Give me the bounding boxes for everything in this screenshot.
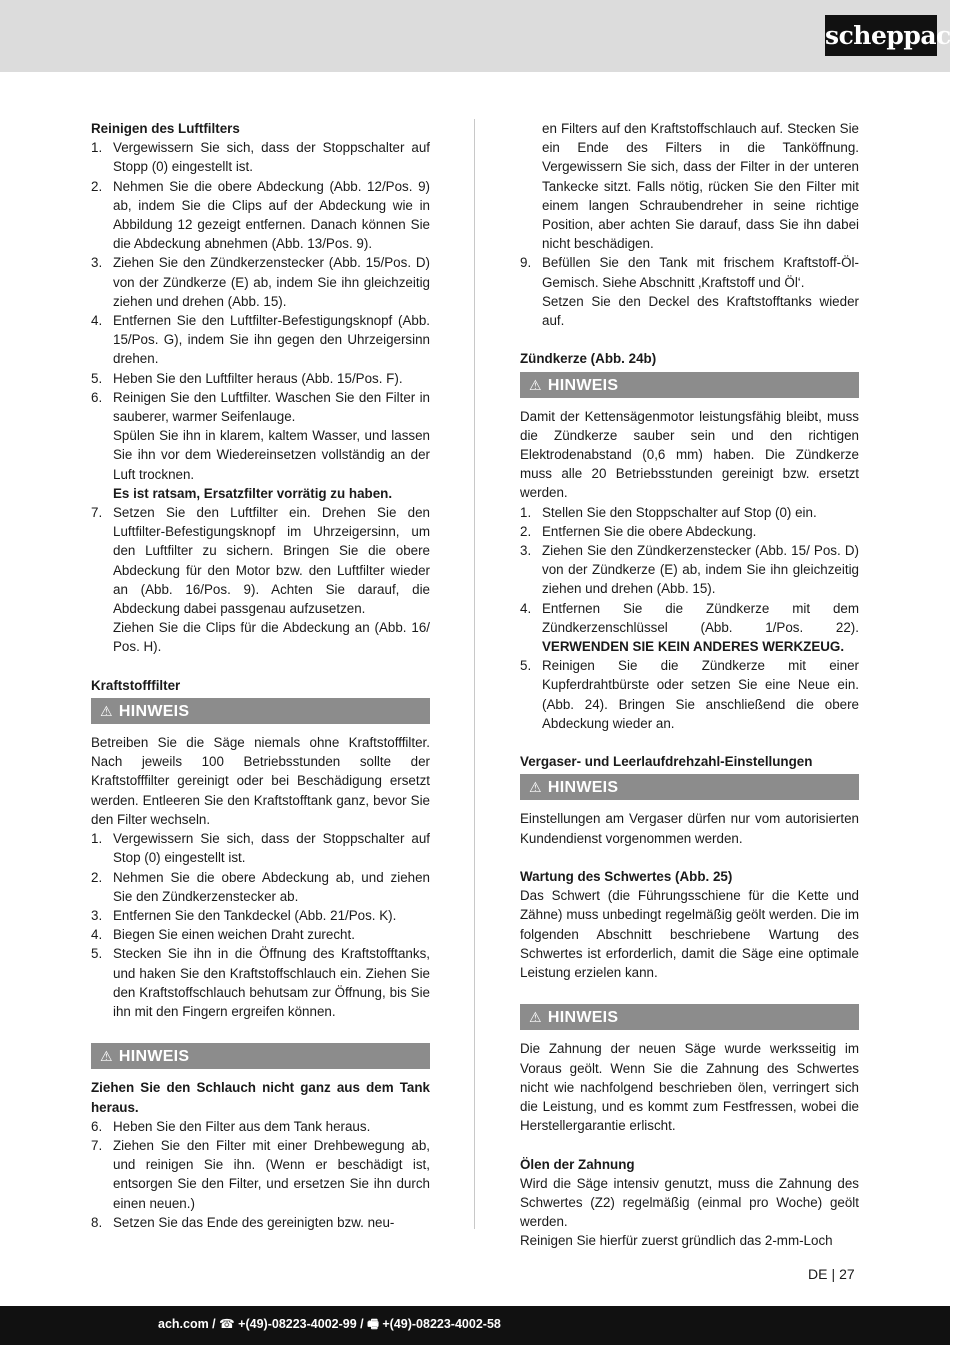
- section-title-air-filter: Reinigen des Luftfilters: [91, 121, 240, 136]
- list-item: 2. Nehmen Sie die obere Abdeckung ab, und ziehen Sie den Zündkerzenstecker ab.: [91, 869, 430, 904]
- tool-warning: VERWENDEN SIE KEIN ANDERES WERKZEUG.: [542, 639, 845, 655]
- fuel-filter-steps: [91, 829, 430, 1021]
- paragraph: Einstellungen am Vergaser dürfen nur vom autorisierten Kundendienst vorgenommen werden.: [520, 811, 859, 846]
- right-column: [520, 119, 859, 1251]
- notice-banner: ⚠ HINWEIS: [520, 1004, 859, 1030]
- hose-warning: Ziehen Sie den Schlauch nicht ganz aus dem Tank heraus.: [91, 1080, 430, 1115]
- item-continuation: en Filters auf den Kraftstoffschlauch auf. Stecken Sie ein Ende des Filters in die Tanköffnung. Vergewissern Sie sich, dass der Filter in der unteren Tankecke sitzt. Falls nötig, rücken Sie den Filter mit einem langen Schraubendreher in seine richtige Position, aber achten Sie darauf, dass Sie ihn dabei nicht beschädigen.: [542, 121, 859, 252]
- spark-plug-steps: [520, 503, 859, 733]
- left-column: [91, 119, 430, 1232]
- paragraph: Wird die Säge intensiv genutzt, muss die Zahnung des Schwertes (Z2) regelmäßig (einmal pro Woche) geölt werden.: [520, 1175, 859, 1230]
- warning-icon: ⚠: [100, 703, 113, 720]
- list-item: 6. Reinigen Sie den Luftfilter. Waschen Sie den Filter in sauberer, warmer Seifenlauge.: [91, 389, 430, 425]
- page-number: DE | 27: [808, 1266, 855, 1282]
- list-item: 5. Heben Sie den Luftfilter heraus (Abb. 15/Pos. F).: [91, 370, 403, 386]
- item-continuation: Ziehen Sie die Clips für die Abdeckung an (Abb. 16/ Pos. H).: [113, 620, 430, 655]
- item-continuation: Spülen Sie ihn in klarem, kaltem Wasser, und lassen Sie ihn vor dem Wiedereinsetzen vollständig an der Luft trocknen.: [113, 428, 430, 482]
- notice-banner: ⚠ HINWEIS: [91, 1043, 430, 1069]
- list-item: 2. Entfernen Sie die obere Abdeckung.: [520, 523, 757, 539]
- list-item: 6. Heben Sie den Filter aus dem Tank heraus.: [91, 1118, 371, 1134]
- paragraph: Reinigen Sie hierfür zuerst gründlich das 2-mm-Loch: [520, 1233, 833, 1249]
- list-item: 1. Stellen Sie den Stoppschalter auf Stop (0) ein.: [520, 504, 817, 520]
- warning-icon: ⚠: [529, 1009, 542, 1026]
- list-item: 8. Setzen Sie das Ende des gereinigten bzw. neu-: [91, 1214, 395, 1230]
- list-item: 2. Nehmen Sie die obere Abdeckung (Abb. 12/Pos. 9) ab, indem Sie die Clips auf der Abdeckung wie in Abbildung 12 gezeigt entfernen. Danach können Sie die Abdeckung abnehmen (Abb. 13/Pos. 9).: [91, 178, 430, 252]
- air-filter-steps-cont: [91, 503, 430, 618]
- list-item: 1. Vergewissern Sie sich, dass der Stoppschalter auf Stop (0) eingestellt ist.: [91, 831, 430, 866]
- list-item: 4. Biegen Sie einen weichen Draht zurecht.: [91, 927, 355, 943]
- warning-icon: ⚠: [529, 376, 542, 393]
- section-title-carburetor: Vergaser- und Leerlaufdrehzahl-Einstellungen: [520, 754, 813, 770]
- brand-logo: scheppach: [825, 15, 937, 56]
- paragraph: Das Schwert (die Führungsschiene für die Kette und Zähne) muss unbedingt regelmäßig geölt werden. Die im folgenden Abschnitt beschriebene Wartung des Schwertes ist erforderlich, damit die Säge eine optimale Leistung erzielen kann.: [520, 888, 859, 981]
- footer-bar: [0, 1306, 950, 1345]
- warning-icon: ⚠: [100, 1048, 113, 1065]
- header-band: [0, 0, 950, 72]
- contact-info: ach.com / ☎ +(49)-08223-4002-99 / 🖷 +(49)-08223-4002-58: [158, 1317, 501, 1331]
- warning-icon: ⚠: [529, 779, 542, 796]
- list-item: 3. Ziehen Sie den Zündkerzenstecker (Abb. 15/ Pos. D) von der Zündkerze (E) ab, indem Sie ihn gleichzeitig ziehen und drehen (Abb. 15).: [520, 543, 859, 597]
- list-item: 7. Ziehen Sie den Filter mit einer Drehbewegung ab, und reinigen Sie ihn. (Wenn er beschädigt ist, entsorgen Sie den Filter, und ersetzen Sie ihn durch einen neuen.): [91, 1137, 430, 1211]
- list-item: 9. Befüllen Sie den Tank mit frischem Kraftstoff-Öl-Gemisch. Siehe Abschnitt ‚Kraftstoff und Öl‘.: [520, 255, 859, 290]
- list-item: 3. Ziehen Sie den Zündkerzenstecker (Abb. 15/Pos. D) von der Zündkerze (E) ab, indem Sie ihn gleichzeitig ziehen und drehen (Abb. 15).: [91, 255, 430, 309]
- section-title-spark-plug: Zündkerze (Abb. 24b): [520, 351, 657, 367]
- notice-banner: ⚠ HINWEIS: [91, 698, 430, 724]
- paragraph: Die Zahnung der neuen Säge wurde werksseitig im Voraus geölt. Wenn Sie die Zahnung des Schwertes nicht wie nachfolgend beschrieben ölen, verringert sich die Leistung, und es kommt zum Festfressen, wobei die Herstellergarantie erlischt.: [520, 1041, 859, 1134]
- paragraph: Betreiben Sie die Säge niemals ohne Kraftstofffilter. Nach jeweils 100 Betriebsstunden sollte der Kraftstofffilter gereinigt oder bei Beschädigung ersetzt werden. Entleeren Sie den Kraftstofftank ganz, bevor Sie den Filter wechseln.: [91, 735, 430, 827]
- fuel-filter-steps-2: [91, 1117, 430, 1232]
- spare-filter-note: Es ist ratsam, Ersatzfilter vorrätig zu haben.: [113, 485, 393, 501]
- list-item: 4. Entfernen Sie die Zündkerze mit dem Zündkerzenschlüssel (Abb. 1/Pos. 22). VERWENDEN SIE KEIN ANDERES WERKZEUG.: [520, 600, 859, 655]
- list-item: 7. Setzen Sie den Luftfilter ein. Drehen Sie den Luftfilter-Befestigungsknopf im Uhrzeigersinn, um den Luftfilter zu sichern. Bringen Sie die obere Abdeckung für den Motor bzw. den Luftfilter wieder an (Abb. 16/Pos. 9). Achten Sie darauf, die Abdeckung dabei passgenau aufzusetzen.: [91, 505, 430, 617]
- air-filter-steps: [91, 138, 430, 426]
- section-title-oiling: Ölen der Zahnung: [520, 1156, 635, 1172]
- list-item: 3. Entfernen Sie den Tankdeckel (Abb. 21/Pos. K).: [91, 907, 397, 923]
- column-divider: [474, 119, 475, 1229]
- list-item: 4. Entfernen Sie den Luftfilter-Befestigungsknopf (Abb. 15/Pos. G), indem Sie ihn gegen den Uhrzeigersinn drehen.: [91, 313, 430, 367]
- notice-banner: ⚠ HINWEIS: [520, 774, 859, 800]
- notice-banner: ⚠ HINWEIS: [520, 372, 859, 398]
- section-title-bar-maintenance: Wartung des Schwertes (Abb. 25): [520, 869, 733, 885]
- list-item: 5. Stecken Sie ihn in die Öffnung des Kraftstofftanks, und haken Sie den Kraftstoffschlauch ein. Ziehen Sie den Kraftstoffschlauch behutsam zur Öffnung, bis Sie ihn mit den Fingern ergreifen können.: [91, 946, 430, 1019]
- section-title-fuel-filter: Kraftstofffilter: [91, 677, 181, 693]
- fuel-filter-steps-3: [520, 253, 859, 291]
- list-item: 1. Vergewissern Sie sich, dass der Stoppschalter auf Stopp (0) eingestellt ist.: [91, 140, 430, 175]
- list-item: 5. Reinigen Sie die Zündkerze mit einer Kupferdrahtbürste oder setzen Sie eine Neue ein.(Abb. 24). Bringen Sie anschließend die obere Abdeckung wieder an.: [520, 658, 859, 731]
- item-continuation: Setzen Sie den Deckel des Kraftstofftanks wieder auf.: [542, 293, 859, 329]
- paragraph: Damit der Kettensägenmotor leistungsfähig bleibt, muss die Zündkerze sauber sein und den richtigen Elektrodenabstand (0,6 mm) haben. Die Zündkerze muss alle 20 Betriebsstunden gereinigt bzw. ersetzt werden.: [520, 408, 859, 501]
